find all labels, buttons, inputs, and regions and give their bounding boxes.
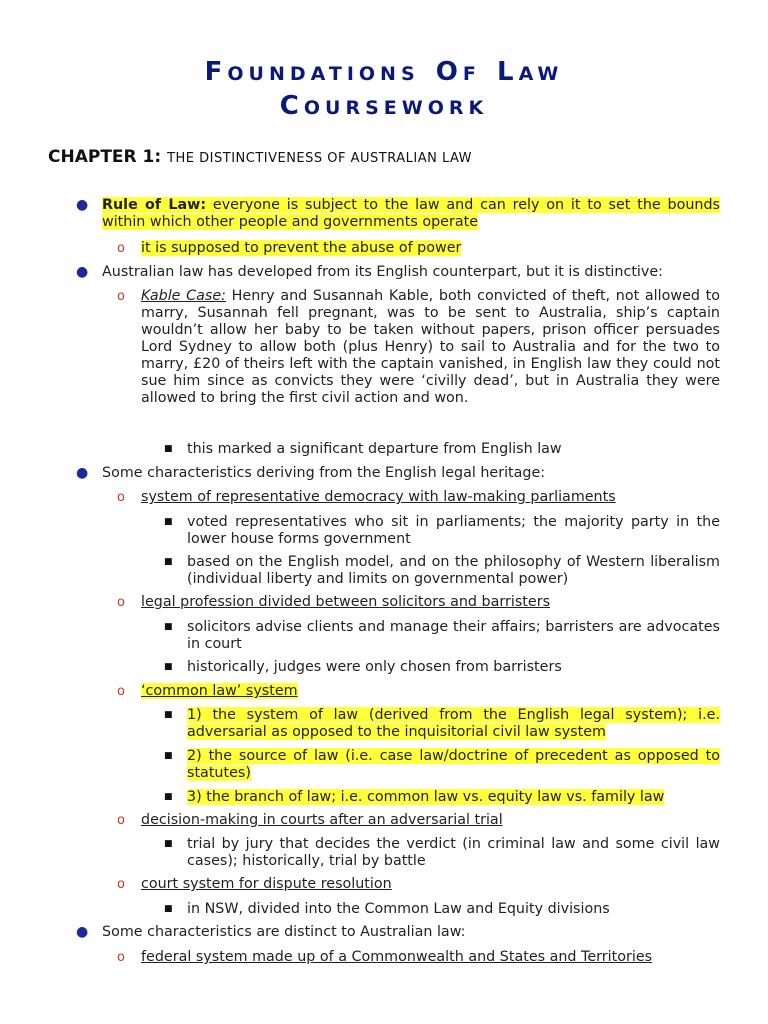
title-text-2: COURSEWORK <box>279 91 489 121</box>
bullet-square-icon: ■ <box>164 444 173 454</box>
list-item-common-law <box>141 683 720 700</box>
bullet-square-icon: ■ <box>164 662 173 672</box>
bullet-circle-icon: o <box>117 877 125 892</box>
bullet-square-icon: ■ <box>164 622 173 632</box>
list-item-voted-reps: voted representatives who sit in parliaments; the majority party in the lower house forms government <box>187 514 720 547</box>
list-item-federal <box>141 949 720 966</box>
bullet-disc-icon: ● <box>76 197 89 213</box>
bullet-square-icon: ■ <box>164 557 173 567</box>
list-item-cl-3 <box>187 789 720 806</box>
bullet-circle-icon: o <box>117 950 125 965</box>
bullet-square-icon: ■ <box>164 792 173 802</box>
bullet-circle-icon: o <box>117 289 125 304</box>
list-item-english-model: based on the English model, and on the philosophy of Western liberalism (individual liberty and limits on governmental power) <box>187 554 720 587</box>
common-law-text: ‘common law’ system <box>141 683 298 699</box>
court-system-text: court system for dispute resolution <box>141 876 392 892</box>
list-item-decision-making <box>141 812 720 829</box>
document-title-line1 <box>0 50 768 88</box>
term-kable-case: Kable Case: <box>141 288 226 304</box>
rule-of-law-text: everyone is subject to the law and can rely on it to set the bounds within which other people and governments operate <box>102 197 720 230</box>
chapter-label: CHAPTER 1: <box>48 147 162 167</box>
bullet-disc-icon: ● <box>76 465 89 481</box>
federal-text: federal system made up of a Commonwealth and States and Territories <box>141 949 653 965</box>
list-item-rep-democracy <box>141 489 720 506</box>
list-item-english-heritage: Some characteristics deriving from the English legal heritage: <box>102 465 546 481</box>
list-item-court-system <box>141 876 720 893</box>
bullet-disc-icon: ● <box>76 924 89 940</box>
kable-case-text: Henry and Susannah Kable, both convicted of theft, not allowed to marry, Susannah fell pregnant, was to be sent to Australia, ship’s captain wouldn’t allow her baby to be taken without papers, prison officer persuades Lord Sydney to allow both (plus Henry) to sail to Australia and for the two to marry, £20 of theirs left with the captain vanished, in English law they could not sue him since as convicts they were ‘civilly dead’, but in Australia they were allowed to bring the first civil action and won. <box>141 288 720 406</box>
list-item-distinct: Some characteristics are distinct to Australian law: <box>102 924 466 940</box>
bullet-square-icon: ■ <box>164 710 173 720</box>
list-item-judges: historically, judges were only chosen from barristers <box>187 659 562 675</box>
list-item-cl-1 <box>187 707 720 741</box>
bullet-circle-icon: o <box>117 490 125 505</box>
bullet-circle-icon: o <box>117 595 125 610</box>
list-item-solicitors: solicitors advise clients and manage their affairs; barristers are advocates in court <box>187 619 720 652</box>
list-item-kable-case <box>141 288 720 407</box>
title-text-1: FOUNDATIONS OF LAW <box>204 57 564 87</box>
document-title-line2 <box>0 84 768 122</box>
rep-democracy-text: system of representative democracy with law-making parliaments <box>141 489 616 505</box>
bullet-square-icon: ■ <box>164 904 173 914</box>
bullet-circle-icon: o <box>117 241 125 256</box>
decision-making-text: decision-making in courts after an adversarial trial <box>141 812 503 828</box>
legal-profession-text: legal profession divided between solicitors and barristers <box>141 594 551 610</box>
list-item-cl-2 <box>187 748 720 782</box>
bullet-square-icon: ■ <box>164 517 173 527</box>
list-item-legal-profession <box>141 594 720 611</box>
bullet-circle-icon: o <box>117 684 125 699</box>
bullet-disc-icon: ● <box>76 264 89 280</box>
bullet-circle-icon: o <box>117 813 125 828</box>
list-item-developed: Australian law has developed from its English counterpart, but it is distinctive: <box>102 264 663 280</box>
term-rule-of-law: Rule of Law: <box>102 197 207 213</box>
list-item-departure: this marked a significant departure from English law <box>187 441 562 457</box>
prevent-abuse-text: it is supposed to prevent the abuse of power <box>141 240 462 256</box>
chapter-title: THE DISTINCTIVENESS OF AUSTRALIAN LAW <box>167 151 473 166</box>
bullet-square-icon: ■ <box>164 751 173 761</box>
cl-2-text: 2) the source of law (i.e. case law/doctrine of precedent as opposed to statutes) <box>187 748 720 781</box>
chapter-heading <box>48 147 472 167</box>
cl-3-text: 3) the branch of law; i.e. common law vs. equity law vs. family law <box>187 789 665 805</box>
list-item-trial-by-jury: trial by jury that decides the verdict (in criminal law and some civil law cases); historically, trial by battle <box>187 836 720 869</box>
list-item-rule-of-law <box>102 197 720 231</box>
cl-1-text: 1) the system of law (derived from the English legal system); i.e. adversarial as opposed to the inquisitorial civil law system <box>187 707 720 740</box>
list-item-prevent-abuse <box>141 240 720 257</box>
list-item-nsw: in NSW, divided into the Common Law and Equity divisions <box>187 901 610 917</box>
bullet-square-icon: ■ <box>164 839 173 849</box>
